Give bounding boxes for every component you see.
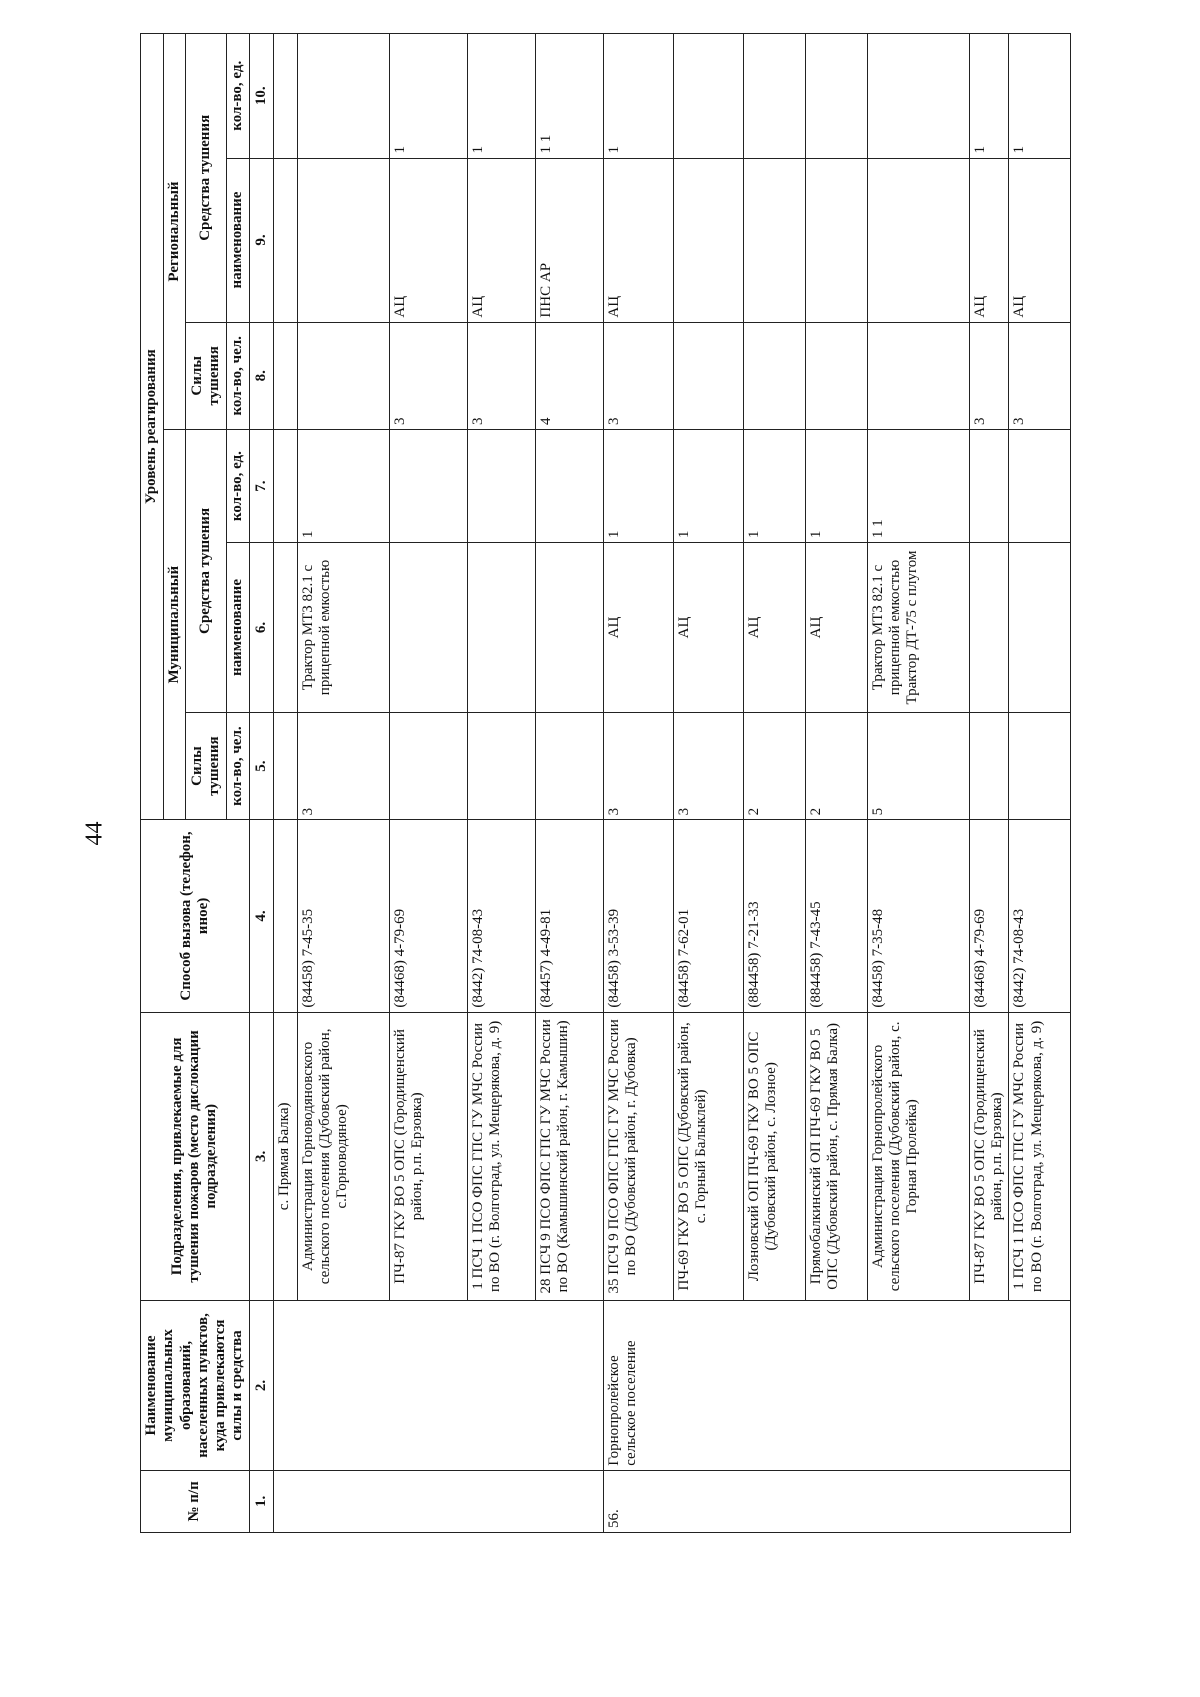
- regional-means-name-cell: АЦ: [969, 158, 1009, 322]
- unit-cell: Администрация Горноводяновского сельского поселения (Дубовский район, с.Горноводяное): [297, 1012, 389, 1300]
- regional-forces-cell: 3: [1009, 322, 1071, 429]
- column-number: 4.: [249, 820, 273, 1012]
- column-number: 3.: [249, 1012, 273, 1300]
- unit-cell: ПЧ-69 ГКУ ВО 5 ОПС (Дубовский район, с. Горный Балыклей): [673, 1012, 743, 1300]
- phone-cell: (84468) 4-79-69: [389, 820, 467, 1012]
- municipal-means-name-cell: [535, 543, 603, 713]
- regional-means-name-cell: АЦ: [389, 158, 467, 322]
- municipal-means-name-cell: АЦ: [603, 543, 673, 713]
- regional-means-name-cell: [867, 158, 969, 322]
- rotated-table-container: [140, 33, 1115, 1533]
- regional-forces-cell: 3: [389, 322, 467, 429]
- unit-cell: Администрация Горнопролейского сельского поселения (Дубовский район, с. Горная Пролейка): [867, 1012, 969, 1300]
- municipal-means-qty-cell: [969, 430, 1009, 543]
- municipal-forces-cell: 2: [743, 712, 805, 819]
- table-row: [273, 34, 297, 1533]
- regional-means-qty-cell: 1: [1009, 34, 1071, 159]
- municipal-forces-cell: [1009, 712, 1071, 819]
- header-qty-units: кол-во, ед.: [226, 430, 249, 543]
- column-number: 2.: [249, 1301, 273, 1471]
- municipal-means-qty-cell: [389, 430, 467, 543]
- regional-means-name-cell: [743, 158, 805, 322]
- regional-forces-cell: [273, 322, 297, 429]
- unit-cell: 35 ПСЧ 9 ПСО ФПС ГПС ГУ МЧС России по ВО (Дубовский район, г. Дубовка): [603, 1012, 673, 1300]
- municipal-forces-cell: 3: [603, 712, 673, 819]
- municipal-forces-cell: 5: [867, 712, 969, 819]
- phone-cell: [273, 820, 297, 1012]
- regional-forces-cell: [297, 322, 389, 429]
- municipal-forces-cell: [273, 712, 297, 819]
- municipal-forces-cell: 3: [297, 712, 389, 819]
- municipal-means-name-cell: [969, 543, 1009, 713]
- regional-means-name-cell: [805, 158, 867, 322]
- header-units: Подразделения, привлекаемые для тушения пожаров (место дислокации подразделения): [141, 1012, 250, 1300]
- phone-cell: (8442) 74-08-43: [1009, 820, 1071, 1012]
- column-number: 7.: [249, 430, 273, 543]
- municipal-means-qty-cell: 1: [743, 430, 805, 543]
- municipality-cell: [273, 1301, 603, 1471]
- unit-cell: ПЧ-87 ГКУ ВО 5 ОПС (Городищенский район, р.п. Ерзовка): [969, 1012, 1009, 1300]
- phone-cell: (884458) 7-43-45: [805, 820, 867, 1012]
- municipal-forces-cell: [535, 712, 603, 819]
- phone-cell: (884458) 7-21-33: [743, 820, 805, 1012]
- regional-means-name-cell: АЦ: [603, 158, 673, 322]
- municipal-means-qty-cell: [467, 430, 535, 543]
- header-municipal: Муниципальный: [163, 430, 186, 820]
- municipal-means-qty-cell: 1: [603, 430, 673, 543]
- regional-means-qty-cell: 1: [969, 34, 1009, 159]
- municipal-forces-cell: [969, 712, 1009, 819]
- header-qty-people: кол-во, чел.: [226, 322, 249, 429]
- regional-means-qty-cell: 1: [603, 34, 673, 159]
- regional-forces-cell: [867, 322, 969, 429]
- column-number: 1.: [249, 1470, 273, 1532]
- municipal-means-name-cell: [389, 543, 467, 713]
- phone-cell: (84457) 4-49-81: [535, 820, 603, 1012]
- regional-means-qty-cell: [805, 34, 867, 159]
- municipal-forces-cell: [467, 712, 535, 819]
- municipal-means-name-cell: [1009, 543, 1071, 713]
- regional-means-qty-cell: [273, 34, 297, 159]
- municipal-means-name-cell: Трактор МТЗ 82.1 с прицепной емкостью: [297, 543, 389, 713]
- phone-cell: (8442) 74-08-43: [467, 820, 535, 1012]
- regional-means-name-cell: [273, 158, 297, 322]
- column-number: 8.: [249, 322, 273, 429]
- regional-forces-cell: 4: [535, 322, 603, 429]
- column-number: 9.: [249, 158, 273, 322]
- unit-cell: 1 ПСЧ 1 ПСО ФПС ГПС ГУ МЧС России по ВО (г. Волгоград, ул. Мещерякова, д. 9): [467, 1012, 535, 1300]
- regional-forces-cell: 3: [603, 322, 673, 429]
- municipal-means-qty-cell: 1: [805, 430, 867, 543]
- municipal-means-name-cell: [273, 543, 297, 713]
- header-municipal-forces: Силы тушения: [186, 712, 226, 819]
- response-table: [140, 33, 1071, 1533]
- municipal-means-qty-cell: 1 1: [867, 430, 969, 543]
- regional-forces-cell: 3: [969, 322, 1009, 429]
- phone-cell: (84458) 3-53-39: [603, 820, 673, 1012]
- municipal-means-name-cell: АЦ: [805, 543, 867, 713]
- regional-means-qty-cell: 1: [389, 34, 467, 159]
- regional-means-name-cell: АЦ: [467, 158, 535, 322]
- header-name: наименование: [226, 543, 249, 713]
- table-row: [603, 34, 673, 1533]
- municipality-cell: Горнопролейское сельское поселение: [603, 1301, 1071, 1471]
- header-regional-means: Средства тушения: [186, 34, 226, 323]
- regional-means-name-cell: [297, 158, 389, 322]
- municipal-means-qty-cell: 1: [673, 430, 743, 543]
- header-municipality: Наименование муниципальных образований, населенных пунктов, куда привлекаются силы и средства: [141, 1301, 250, 1471]
- header-qty-people: кол-во, чел.: [226, 712, 249, 819]
- municipal-means-name-cell: АЦ: [743, 543, 805, 713]
- header-num: № п/п: [141, 1470, 250, 1532]
- regional-means-qty-cell: [297, 34, 389, 159]
- header-regional: Региональный: [163, 34, 186, 430]
- phone-cell: (84458) 7-45-35: [297, 820, 389, 1012]
- municipal-forces-cell: [389, 712, 467, 819]
- municipal-forces-cell: 2: [805, 712, 867, 819]
- regional-means-qty-cell: 1: [467, 34, 535, 159]
- header-qty-units: кол-во, ед.: [226, 34, 249, 159]
- regional-means-name-cell: АЦ: [1009, 158, 1071, 322]
- municipal-means-name-cell: АЦ: [673, 543, 743, 713]
- unit-cell: ПЧ-87 ГКУ ВО 5 ОПС (Городищенский район, р.п. Ерзовка): [389, 1012, 467, 1300]
- row-number-cell: 56.: [603, 1470, 1071, 1532]
- regional-forces-cell: [673, 322, 743, 429]
- column-number: 5.: [249, 712, 273, 819]
- unit-cell: Лозновский ОП ПЧ-69 ГКУ ВО 5 ОПС (Дубовский район, с. Лозное): [743, 1012, 805, 1300]
- regional-means-name-cell: [673, 158, 743, 322]
- column-number: 6.: [249, 543, 273, 713]
- regional-means-qty-cell: [867, 34, 969, 159]
- phone-cell: (84458) 7-35-48: [867, 820, 969, 1012]
- phone-cell: (84468) 4-79-69: [969, 820, 1009, 1012]
- regional-means-name-cell: ПНС АР: [535, 158, 603, 322]
- regional-means-qty-cell: [743, 34, 805, 159]
- regional-means-qty-cell: [673, 34, 743, 159]
- unit-cell: 1 ПСЧ 1 ПСО ФПС ГПС ГУ МЧС России по ВО (г. Волгоград, ул. Мещерякова, д. 9): [1009, 1012, 1071, 1300]
- regional-means-qty-cell: 1 1: [535, 34, 603, 159]
- phone-cell: (84458) 7-62-01: [673, 820, 743, 1012]
- header-regional-forces: Силы тушения: [186, 322, 226, 429]
- header-call-method: Способ вызова (телефон, иное): [141, 820, 250, 1012]
- column-number-row: [249, 34, 273, 1533]
- row-number-cell: [273, 1470, 603, 1532]
- municipal-means-name-cell: Трактор МТЗ 82.1 с прицепной емкостью Трактор ДТ-75 с плугом: [867, 543, 969, 713]
- header-name: наименование: [226, 158, 249, 322]
- regional-forces-cell: [743, 322, 805, 429]
- column-number: 10.: [249, 34, 273, 159]
- unit-cell: Прямобалкинский ОП ПЧ-69 ГКУ ВО 5 ОПС (Дубовский район, с. Прямая Балка): [805, 1012, 867, 1300]
- unit-cell: 28 ПСЧ 9 ПСО ФПС ГПС ГУ МЧС России по ВО (Камышинский район, г. Камышин): [535, 1012, 603, 1300]
- municipal-means-qty-cell: [1009, 430, 1071, 543]
- municipal-means-qty-cell: [535, 430, 603, 543]
- regional-forces-cell: [805, 322, 867, 429]
- unit-cell: с. Прямая Балка): [273, 1012, 297, 1300]
- header-municipal-means: Средства тушения: [186, 430, 226, 713]
- municipal-means-name-cell: [467, 543, 535, 713]
- page-number: 44: [81, 821, 108, 846]
- municipal-forces-cell: 3: [673, 712, 743, 819]
- header-response-level: Уровень реагирования: [141, 34, 164, 820]
- municipal-means-qty-cell: 1: [297, 430, 389, 543]
- municipal-means-qty-cell: [273, 430, 297, 543]
- regional-forces-cell: 3: [467, 322, 535, 429]
